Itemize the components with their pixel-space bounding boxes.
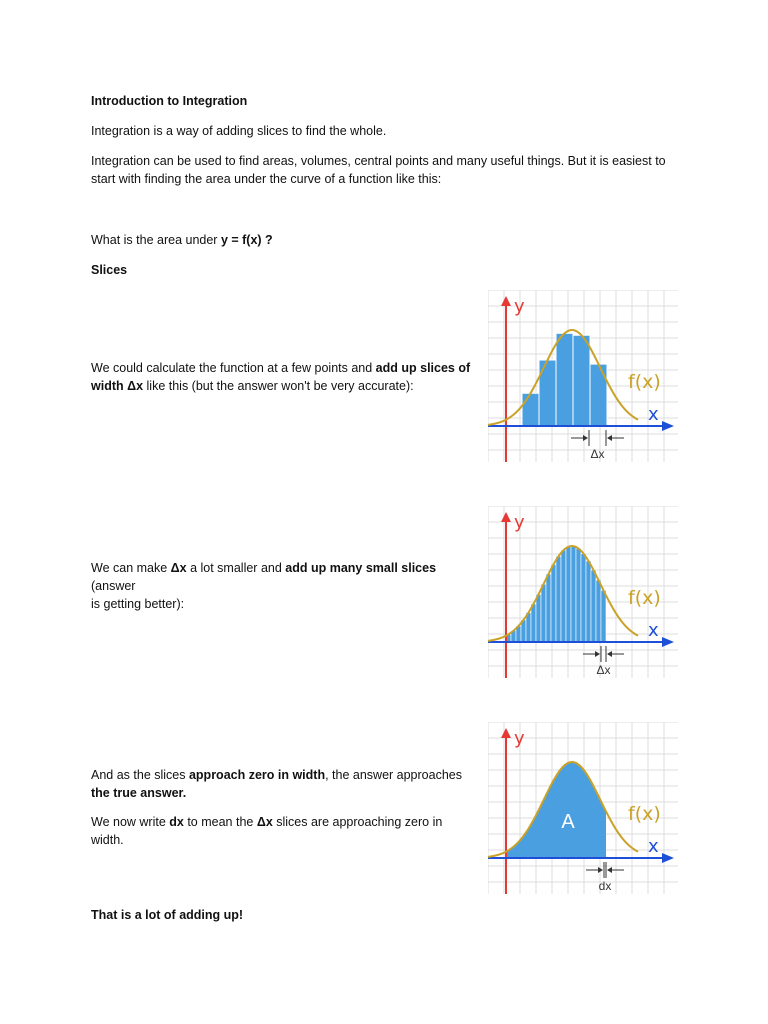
slices: [522, 333, 607, 426]
uses-paragraph: [91, 152, 691, 188]
section2-text-e: (answer: [91, 579, 136, 593]
section3-text-j: width.: [91, 833, 124, 847]
section1-text-d: like this (but the answer won't be very accurate):: [143, 379, 414, 393]
x-axis-label: x: [648, 620, 659, 641]
figure-many-slices: [488, 506, 678, 678]
figure-few-slices: [488, 290, 678, 462]
section3-text-h: Δx: [256, 815, 273, 829]
section2-paragraph: [91, 559, 479, 613]
section1-text-a: We could calculate the function at a few points and: [91, 361, 376, 375]
slice-bar: [556, 333, 573, 426]
uses-line-1: Integration can be used to find areas, volumes, central points and many useful things. But it is easiest to: [91, 154, 666, 168]
section2-text-d: add up many small slices: [285, 561, 437, 575]
slice-bar: [576, 549, 581, 642]
document-title: Introduction to Integration: [91, 94, 248, 108]
slice-bar: [586, 561, 591, 642]
question-paragraph: [91, 231, 691, 249]
slices-heading: Slices: [91, 263, 128, 277]
slice-bar: [556, 556, 561, 642]
slice-bar: [561, 550, 566, 642]
slice-bar: [571, 546, 576, 642]
area-label: A: [561, 811, 575, 833]
y-axis-arrow: [501, 296, 511, 306]
y-axis-label: y: [514, 728, 525, 749]
slice-bar: [541, 584, 546, 642]
slice-bar: [581, 554, 586, 642]
slice-bar: [591, 570, 596, 642]
slice-bar: [573, 335, 590, 426]
section2-text-a: We can make: [91, 561, 171, 575]
section1-text-c: width Δx: [91, 379, 144, 393]
function-label: f(x): [628, 587, 661, 609]
figure-area-under-curve: [488, 722, 678, 894]
width-label: Δx: [590, 447, 605, 461]
slice-bar: [566, 547, 571, 642]
x-axis-label: x: [648, 404, 659, 425]
section3-text-c: , the answer approaches: [325, 768, 462, 782]
y-axis-label: y: [514, 296, 525, 317]
section3-text-i: slices are approaching zero in: [272, 815, 443, 829]
slice-bar: [596, 580, 601, 642]
x-axis-arrow: [662, 637, 674, 647]
intro-paragraph: Integration is a way of adding slices to find the whole.: [91, 124, 387, 138]
x-axis-arrow: [662, 853, 674, 863]
width-marker: [586, 862, 624, 878]
section3-text-f: dx: [169, 815, 184, 829]
slice-bar: [546, 574, 551, 642]
width-label: dx: [598, 879, 612, 893]
section3-paragraph-2: [91, 813, 479, 849]
question-prefix: What is the area under: [91, 233, 221, 247]
function-label: f(x): [628, 803, 661, 825]
section3-text-g: to mean the: [183, 815, 257, 829]
x-axis-label: x: [648, 836, 659, 857]
function-label: f(x): [628, 371, 661, 393]
section3-text-b: approach zero in width: [188, 768, 326, 782]
slice-bar: [522, 393, 539, 426]
y-axis-arrow: [501, 512, 511, 522]
x-axis-arrow: [662, 421, 674, 431]
uses-line-2: start with finding the area under the curve of a function like this:: [91, 172, 442, 186]
width-label: Δx: [596, 663, 611, 677]
slice-bar: [601, 590, 606, 642]
section1-paragraph: [91, 359, 479, 395]
section2-text-f: is getting better):: [91, 597, 185, 611]
y-axis-label: y: [514, 512, 525, 533]
closing-line: That is a lot of adding up!: [91, 908, 244, 922]
question-expression: y = f(x) ?: [220, 233, 273, 247]
section3-text-e: We now write: [91, 815, 170, 829]
width-marker: [583, 646, 624, 662]
y-axis-arrow: [501, 728, 511, 738]
section3-text-d: the true answer.: [91, 786, 187, 800]
slice-bar: [531, 604, 536, 642]
slice-bar: [539, 360, 556, 426]
section2-text-c: a lot smaller and: [186, 561, 286, 575]
slice-bar: [536, 594, 541, 642]
slice-bar: [551, 564, 556, 642]
slice-bar: [590, 364, 607, 426]
section3-text-a: And as the slices: [91, 768, 189, 782]
section1-text-b: add up slices of: [375, 361, 471, 375]
section2-text-b: Δx: [170, 561, 187, 575]
section3-paragraph-1: [91, 766, 479, 802]
